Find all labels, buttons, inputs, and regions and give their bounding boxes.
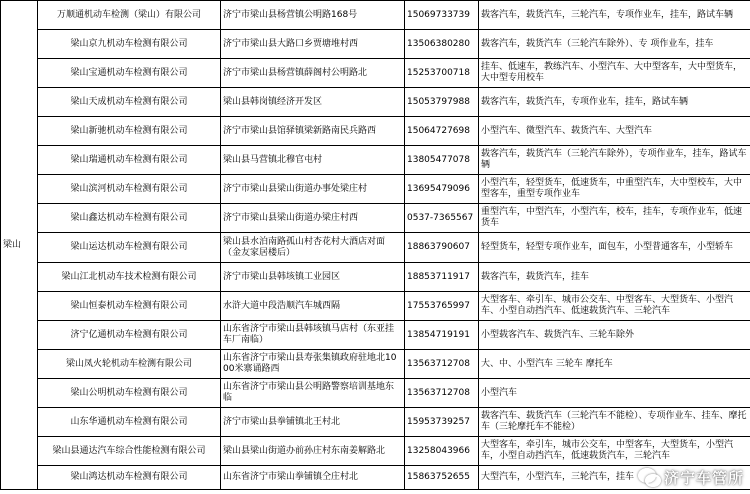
address-cell: 济宁市梁山县大路口乡贾塘堆村西: [221, 30, 405, 59]
address-cell: 梁山县梁山街道办前孙庄村东南姜解路北: [221, 437, 405, 466]
region-cell: 梁山: [1, 1, 38, 490]
scope-cell: 小型汽车: [479, 379, 750, 408]
address-cell: 梁山县水泊南路孤山村杏花村大酒店对面（金友家居楼后）: [221, 233, 405, 263]
table-row: [1, 204, 750, 233]
phone-cell: 18853711917: [405, 263, 479, 292]
scope-cell: 小型汽车、微型汽车、载货汽车、大型汽车: [479, 117, 750, 146]
name-cell: 梁山瑞通机动车检测有限公司: [38, 146, 221, 175]
name-cell: 梁山公明机动车检测有限公司: [38, 379, 221, 408]
scope-cell: 大型客车、牵引车、城市公交车、中型客车、大型货车、小型汽车、小型自动挡汽车、低速载货汽车、三轮汽车: [479, 292, 750, 321]
scope-cell: 载客汽车，载货汽车（三轮汽车除外）、专 项作业车，挂车: [479, 30, 750, 59]
address-cell: 山东省济宁市梁山县寿张集镇政府驻地北1000米寨诵路西: [221, 350, 405, 379]
name-cell: 梁山恒泰机动车检测有限公司: [38, 292, 221, 321]
scope-cell: 大、中、小型汽车 三轮车 摩托车: [479, 350, 750, 379]
table-row: [1, 321, 750, 350]
table-row: [1, 350, 750, 379]
name-cell: 万顺通机动车检测（梁山）有限公司: [38, 1, 221, 30]
name-cell: 梁山县通达汽车综合性能检测有限公司: [38, 437, 221, 466]
address-cell: 济宁市梁山县杨营镇薛阁村公明路北: [221, 59, 405, 88]
scope-cell: 重型汽车，中型汽车，小型汽车，校车，挂车，专项作业车，低速货车: [479, 204, 750, 233]
address-cell: 水浒大道中段浩顺汽车城西隔: [221, 292, 405, 321]
phone-cell: 13805477078: [405, 146, 479, 175]
name-cell: 梁山江北机动车技术检测有限公司: [38, 263, 221, 292]
phone-cell: 13506380280: [405, 30, 479, 59]
table-row: [1, 233, 750, 263]
scope-cell: 载客汽车，载货汽车，三轮汽车，专项作业车，挂车，路试车辆: [479, 1, 750, 30]
address-cell: 济宁市梁山县拳铺镇北王村北: [221, 408, 405, 437]
table-row: [1, 146, 750, 175]
table-body: [1, 1, 750, 490]
name-cell: 梁山鑫达机动车检测有限公司: [38, 204, 221, 233]
name-cell: 济宁亿通机动车检测有限公司: [38, 321, 221, 350]
phone-cell: 15253700718: [405, 59, 479, 88]
phone-cell: 13854719191: [405, 321, 479, 350]
phone-cell: 18863790607: [405, 233, 479, 263]
table-row: [1, 117, 750, 146]
phone-cell: 15863752655: [405, 466, 479, 490]
phone-cell: 13563712708: [405, 379, 479, 408]
table-row: [1, 1, 750, 30]
name-cell: 梁山宝通机动车检测有限公司: [38, 59, 221, 88]
scope-cell: 大型汽车，小型汽车，三轮汽车，挂车: [479, 466, 750, 490]
scope-cell: 载客汽车，载货汽车，挂车: [479, 263, 750, 292]
scope-cell: 挂车、低速车，教练汽车、小型汽车、大中型客车，大中型货车，大中型专用校车: [479, 59, 750, 88]
table-row: [1, 379, 750, 408]
phone-cell: 17553765997: [405, 292, 479, 321]
table-row: [1, 175, 750, 204]
address-cell: 济宁市梁山县梁山街道办梁庄村西: [221, 204, 405, 233]
scope-cell: 大型客车，牵引车，城市公交车，中型客车，大型货车，小型汽车，小型自动挡汽车，低速载货汽车，三轮汽车: [479, 437, 750, 466]
scope-cell: 轻型货车，轻型专项作业车，面包车，小型普通客车，小型轿车: [479, 233, 750, 263]
scope-cell: 载客汽车，载货汽车，专项作业车，挂车，路试车辆: [479, 88, 750, 117]
address-cell: 山东省济宁市梁山县公明路警察培训基地东临: [221, 379, 405, 408]
address-cell: 梁山县韩岗镇经济开发区: [221, 88, 405, 117]
name-cell: 梁山滨河机动车检测有限公司: [38, 175, 221, 204]
table-row: [1, 263, 750, 292]
table-row: [1, 59, 750, 88]
address-cell: 山东省济宁市梁山拳铺镇仝庄村北: [221, 466, 405, 490]
name-cell: 山东华通机动车检测有限公司: [38, 408, 221, 437]
phone-cell: 13695479096: [405, 175, 479, 204]
scope-cell: 小型汽车，轻型货车，低速货车，中重型汽车，大中型校车，大中型客车，重型专项作业车: [479, 175, 750, 204]
address-cell: 济宁市梁山县韩垓镇工业园区: [221, 263, 405, 292]
watermark: [638, 464, 744, 490]
table-row: [1, 292, 750, 321]
address-cell: 济宁市梁山县杨营镇公明路168号: [221, 1, 405, 30]
phone-cell: 15069733739: [405, 1, 479, 30]
table-row: [1, 88, 750, 117]
phone-cell: 13563712708: [405, 350, 479, 379]
table-row: [1, 30, 750, 59]
scope-cell: 小型载客汽车、载货汽车、三轮车除外: [479, 321, 750, 350]
name-cell: 梁山运达机动车检测有限公司: [38, 233, 221, 263]
watermark-text: 济宁车管所: [663, 468, 744, 487]
phone-cell: 13258043966: [405, 437, 479, 466]
name-cell: 梁山新驰机动车检测有限公司: [38, 117, 221, 146]
name-cell: 梁山鸿达机动车检测有限公司: [38, 466, 221, 490]
wechat-icon: [638, 467, 660, 487]
name-cell: 梁山京九机动车检测有限公司: [38, 30, 221, 59]
table-row: [1, 408, 750, 437]
scope-cell: 载客汽车，载货汽车（三轮汽车除外），专项作业车，挂车，路试车辆: [479, 146, 750, 175]
address-cell: 济宁市梁山县馆驿镇梁新路南民兵路西: [221, 117, 405, 146]
phone-cell: 15053797988: [405, 88, 479, 117]
name-cell: 梁山天成机动车检测有限公司: [38, 88, 221, 117]
address-cell: 山东省济宁市梁山县韩垓镇马店村（东亚挂车厂南临）: [221, 321, 405, 350]
phone-cell: 15064727698: [405, 117, 479, 146]
scope-cell: 载客汽车、载货汽车（三轮汽车不能检）、专项作业车、挂车、摩托车（三轮摩托车不能检）: [479, 408, 750, 437]
name-cell: 梁山凤火轮机动车检测有限公司: [38, 350, 221, 379]
address-cell: 济宁市梁山县梁山街道办事处梁庄村: [221, 175, 405, 204]
address-cell: 梁山县马营镇北穆官屯村: [221, 146, 405, 175]
table-row: [1, 437, 750, 466]
phone-cell: 15953739257: [405, 408, 479, 437]
phone-cell: 0537-7365567: [405, 204, 479, 233]
